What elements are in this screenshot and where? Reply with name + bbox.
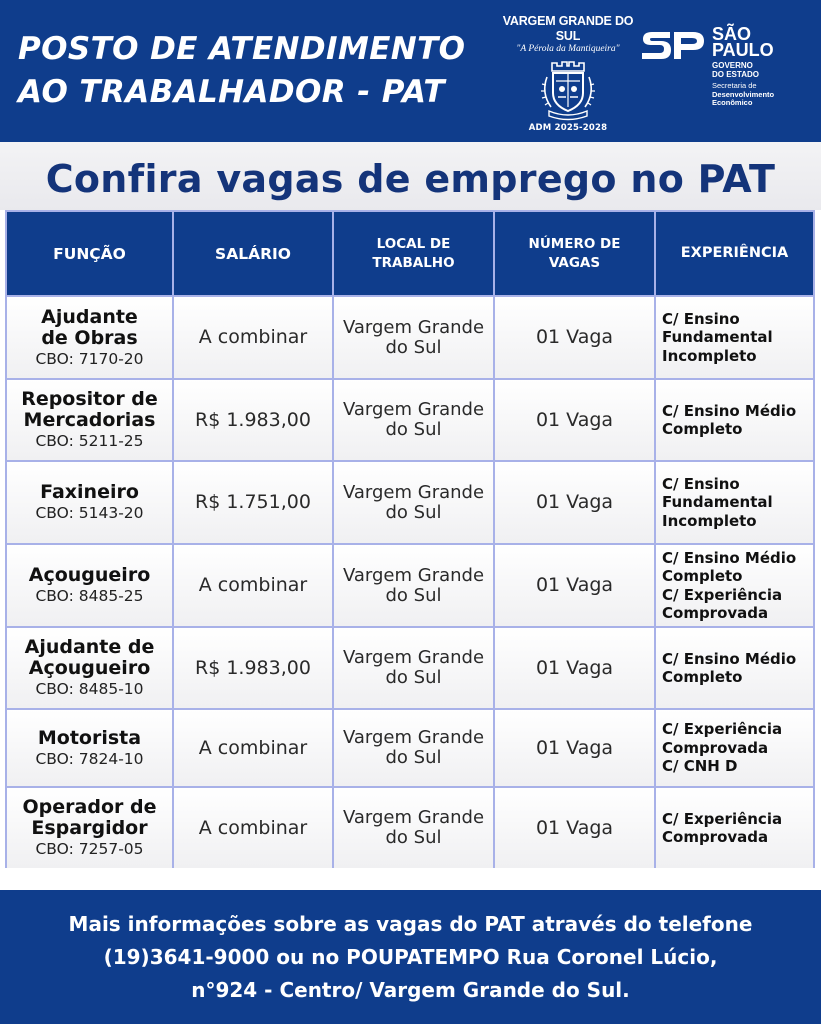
table-header-row bbox=[5, 210, 815, 297]
cell-experiencia bbox=[656, 545, 813, 626]
salary-value: A combinar bbox=[198, 736, 308, 759]
footer-line-1: Mais informações sobre as vagas do PAT através do telefone bbox=[68, 912, 753, 936]
cell-salario bbox=[174, 545, 332, 626]
table-row bbox=[5, 708, 815, 786]
workplace-value: Vargem Grande bbox=[342, 647, 485, 668]
experience-requirement: C/ Ensino Médio bbox=[662, 401, 797, 420]
jobs-table bbox=[5, 210, 815, 868]
sp-state-logo-icon bbox=[640, 28, 706, 62]
workplace-value: do Sul bbox=[385, 827, 442, 848]
cell-local bbox=[334, 628, 493, 708]
job-cbo-code: CBO: 7824-10 bbox=[35, 749, 144, 768]
cell-local bbox=[334, 462, 493, 543]
city-logo bbox=[498, 14, 638, 132]
job-cbo-code: CBO: 7170-20 bbox=[35, 349, 144, 368]
job-title: Ajudante bbox=[41, 305, 138, 328]
state-government-line-1: GOVERNO bbox=[712, 61, 753, 70]
cell-funcao bbox=[7, 297, 172, 378]
cell-vagas bbox=[495, 380, 654, 460]
table-row bbox=[5, 626, 815, 708]
footer-info bbox=[0, 908, 821, 1007]
openings-value: 01 Vaga bbox=[535, 491, 614, 513]
page-title bbox=[18, 28, 465, 114]
salary-value: A combinar bbox=[198, 574, 308, 596]
state-secretariat-line-2: Desenvolvimento bbox=[712, 89, 775, 99]
header-salario-label: SALÁRIO bbox=[215, 244, 291, 263]
cell-local bbox=[334, 710, 493, 786]
job-title: Mercadorias bbox=[23, 409, 156, 431]
experience-requirement: Completo bbox=[662, 567, 743, 585]
experience-requirement: C/ Experiência bbox=[662, 720, 783, 739]
cell-vagas bbox=[495, 297, 654, 378]
openings-value: 01 Vaga bbox=[535, 656, 614, 679]
job-cbo-code: CBO: 5143-20 bbox=[35, 504, 144, 522]
state-logo bbox=[640, 26, 810, 116]
job-title: Operador de bbox=[22, 796, 157, 818]
cell-experiencia bbox=[656, 710, 813, 786]
job-title: Espargidor bbox=[31, 817, 148, 839]
cell-local bbox=[334, 788, 493, 868]
job-title: Açougueiro bbox=[28, 657, 151, 679]
cell-salario bbox=[174, 380, 332, 460]
workplace-value: do Sul bbox=[385, 667, 442, 688]
experience-requirement: C/ Ensino Médio bbox=[662, 649, 797, 668]
header-local bbox=[334, 212, 493, 295]
cell-salario bbox=[174, 788, 332, 868]
workplace-value: do Sul bbox=[385, 584, 442, 606]
city-admin-period: ADM 2025-2028 bbox=[528, 123, 608, 133]
state-name-line-2: PAULO bbox=[712, 40, 774, 60]
cell-funcao bbox=[7, 628, 172, 708]
openings-value: 01 Vaga bbox=[535, 408, 614, 431]
cell-salario bbox=[174, 710, 332, 786]
workplace-value: do Sul bbox=[385, 747, 442, 768]
cell-funcao bbox=[7, 462, 172, 543]
city-coat-of-arms-icon bbox=[537, 57, 599, 121]
experience-requirement: C/ Ensino bbox=[662, 309, 740, 328]
cell-vagas bbox=[495, 545, 654, 626]
job-title: Açougueiro bbox=[28, 564, 151, 586]
experience-requirement: Incompleto bbox=[662, 346, 757, 365]
experience-requirement: Comprovada bbox=[662, 828, 769, 846]
experience-requirement: Comprovada bbox=[662, 738, 769, 757]
experience-requirement: C/ Ensino Médio bbox=[662, 548, 797, 567]
cell-funcao bbox=[7, 710, 172, 786]
job-cbo-code: CBO: 8485-10 bbox=[35, 680, 144, 698]
job-cbo-code: CBO: 7257-05 bbox=[35, 840, 144, 858]
cell-experiencia bbox=[656, 380, 813, 460]
header-experiencia-label: EXPERIÊNCIA bbox=[680, 245, 789, 261]
cell-vagas bbox=[495, 628, 654, 708]
cell-salario bbox=[174, 462, 332, 543]
workplace-value: do Sul bbox=[385, 419, 442, 440]
footer-line-3: n°924 - Centro/ Vargem Grande do Sul. bbox=[191, 978, 630, 1002]
state-secretariat-line-3: Econômico bbox=[712, 98, 753, 107]
experience-requirement: C/ Experiência bbox=[662, 585, 783, 604]
salary-value: A combinar bbox=[198, 326, 308, 348]
header-vagas-line-1: NÚMERO DE bbox=[528, 235, 621, 252]
experience-requirement: C/ CNH D bbox=[662, 757, 738, 776]
job-cbo-code: CBO: 5211-25 bbox=[35, 432, 144, 450]
state-secretariat-line-1: Secretaria de bbox=[712, 81, 757, 90]
cell-vagas bbox=[495, 788, 654, 868]
experience-requirement: Completo bbox=[662, 420, 743, 438]
city-name: VARGEM GRANDE DO SUL bbox=[502, 14, 634, 43]
cell-vagas bbox=[495, 462, 654, 543]
cell-local bbox=[334, 545, 493, 626]
salary-value: R$ 1.751,00 bbox=[195, 491, 311, 513]
table-row bbox=[5, 460, 815, 543]
job-title: Repositor de bbox=[21, 388, 158, 410]
experience-requirement: Fundamental bbox=[662, 328, 773, 347]
cell-local bbox=[334, 297, 493, 378]
header-experiencia bbox=[656, 212, 813, 295]
experience-requirement: Incompleto bbox=[662, 511, 757, 530]
header-banner bbox=[0, 0, 821, 142]
cell-experiencia bbox=[656, 628, 813, 708]
state-government-line-2: DO ESTADO bbox=[712, 70, 759, 79]
salary-value: R$ 1.983,00 bbox=[195, 656, 311, 679]
cell-vagas bbox=[495, 710, 654, 786]
experience-requirement: C/ Experiência bbox=[662, 809, 783, 828]
cell-funcao bbox=[7, 380, 172, 460]
job-title: Motorista bbox=[37, 726, 142, 749]
experience-requirement: C/ Ensino bbox=[662, 474, 740, 493]
workplace-value: do Sul bbox=[385, 336, 442, 358]
experience-requirement: Completo bbox=[662, 668, 743, 686]
job-cbo-code: CBO: 8485-25 bbox=[35, 587, 144, 605]
state-name-line-1: SÃO bbox=[712, 24, 752, 44]
openings-value: 01 Vaga bbox=[535, 816, 614, 839]
footer-line-2: (19)3641-9000 ou no POUPATEMPO Rua Coronel Lúcio, bbox=[103, 945, 718, 969]
table-row bbox=[5, 295, 815, 378]
job-title: de Obras bbox=[41, 326, 138, 349]
cell-salario bbox=[174, 628, 332, 708]
header-funcao-label: FUNÇÃO bbox=[53, 244, 126, 263]
openings-value: 01 Vaga bbox=[535, 326, 614, 348]
cell-experiencia bbox=[656, 297, 813, 378]
table-row bbox=[5, 543, 815, 626]
cell-experiencia bbox=[656, 462, 813, 543]
experience-requirement: Comprovada bbox=[662, 604, 769, 622]
page-title-line-2: AO TRABALHADOR - PAT bbox=[18, 73, 445, 110]
table-row bbox=[5, 378, 815, 460]
workplace-value: Vargem Grande bbox=[342, 564, 485, 586]
header-local-line-1: LOCAL DE bbox=[376, 235, 451, 252]
job-title: Faxineiro bbox=[40, 481, 139, 503]
section-title: Confira vagas de emprego no PAT bbox=[45, 157, 776, 201]
table-row bbox=[5, 786, 815, 868]
cell-local bbox=[334, 380, 493, 460]
header-vagas-line-2: VAGAS bbox=[548, 254, 601, 271]
salary-value: R$ 1.983,00 bbox=[195, 408, 311, 431]
cell-experiencia bbox=[656, 788, 813, 868]
page-title-line-1: POSTO DE ATENDIMENTO bbox=[18, 31, 466, 67]
workplace-value: Vargem Grande bbox=[342, 807, 485, 828]
openings-value: 01 Vaga bbox=[535, 736, 614, 759]
workplace-value: Vargem Grande bbox=[342, 727, 485, 748]
salary-value: A combinar bbox=[198, 816, 308, 839]
workplace-value: do Sul bbox=[385, 501, 442, 523]
header-funcao bbox=[7, 212, 172, 295]
workplace-value: Vargem Grande bbox=[342, 316, 485, 338]
workplace-value: Vargem Grande bbox=[342, 481, 485, 503]
city-motto: "A Pérola da Mantiqueira" bbox=[516, 44, 620, 54]
job-title: Ajudante de bbox=[24, 636, 155, 658]
cell-funcao bbox=[7, 545, 172, 626]
openings-value: 01 Vaga bbox=[535, 574, 614, 596]
header-local-line-2: TRABALHO bbox=[372, 254, 455, 271]
header-vagas bbox=[495, 212, 654, 295]
header-salario bbox=[174, 212, 332, 295]
experience-requirement: Fundamental bbox=[662, 493, 773, 512]
cell-salario bbox=[174, 297, 332, 378]
workplace-value: Vargem Grande bbox=[342, 399, 485, 420]
cell-funcao bbox=[7, 788, 172, 868]
